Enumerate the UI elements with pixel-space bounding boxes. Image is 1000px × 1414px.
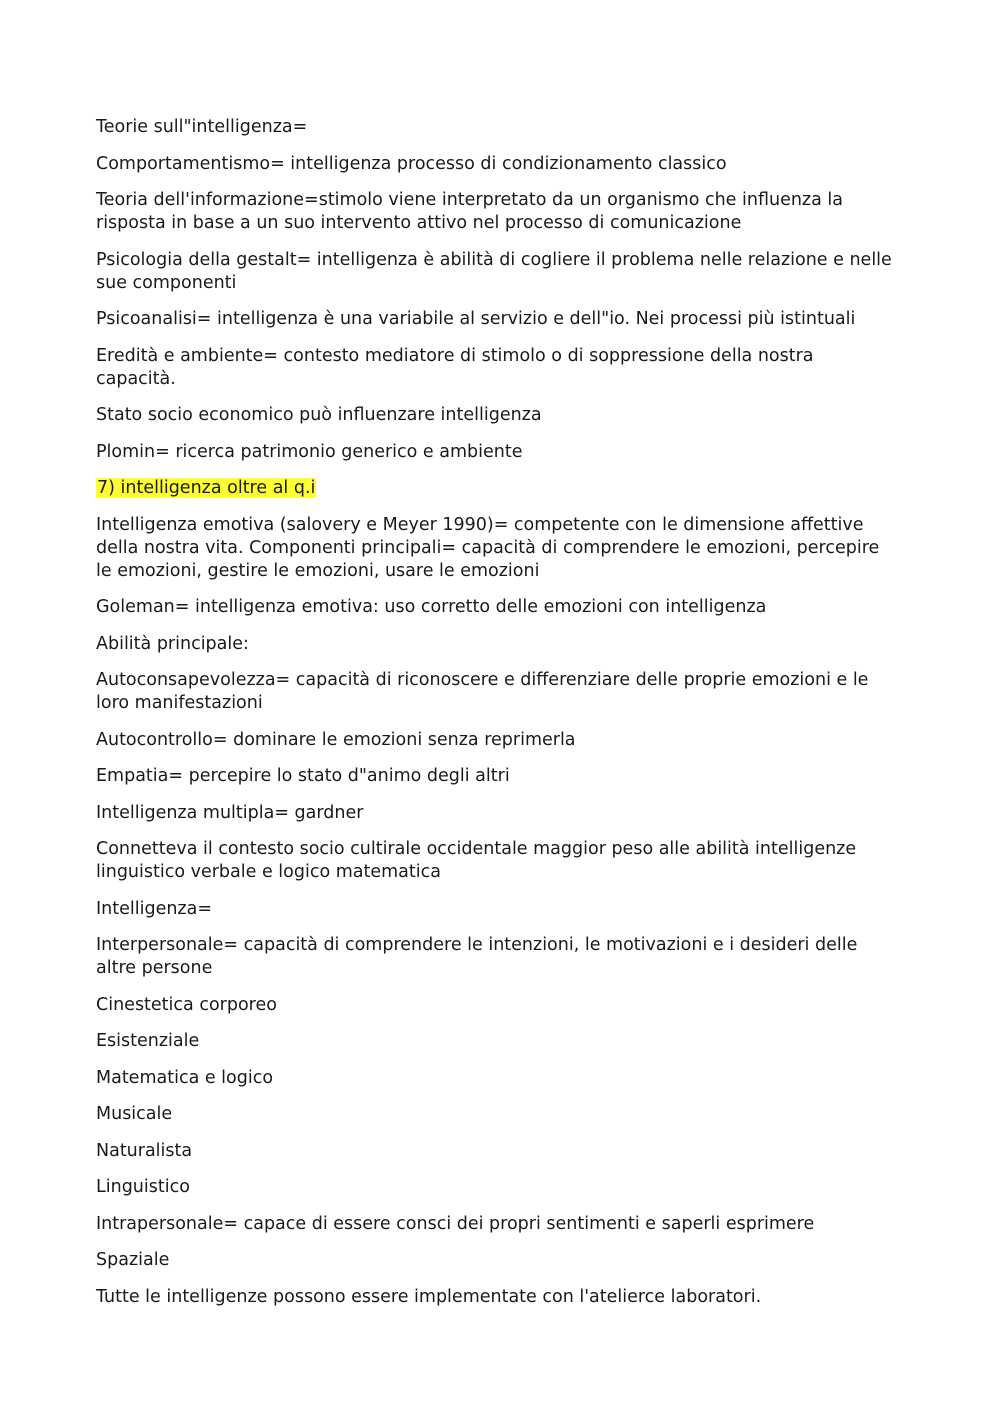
paragraph-text: Intrapersonale= capace di essere consci dei propri sentimenti e saperli esprimere [96, 1213, 815, 1234]
paragraph-text: Esistenziale [96, 1031, 200, 1051]
list-item-cinestetica [96, 994, 896, 1017]
paragraph-eredita [96, 345, 896, 391]
paragraph-comportamentismo [96, 153, 896, 176]
paragraph-text: Intelligenza multipla= gardner [96, 802, 364, 823]
paragraph-text: Musicale [96, 1104, 173, 1124]
paragraph-text: Tutte le intelligenze possono essere implementate con l'atelierce laboratori. [96, 1286, 762, 1307]
paragraph-text: Psicologia della gestalt= intelligenza è abilità di cogliere il problema nelle relazione e nelle sue componenti [96, 249, 892, 293]
paragraph-plomin [96, 441, 896, 464]
list-item-spaziale [96, 1249, 896, 1272]
paragraph-intrapersonale [96, 1213, 896, 1236]
paragraph-text: Goleman= intelligenza emotiva: uso corretto delle emozioni con intelligenza [96, 597, 767, 617]
paragraph-text: Interpersonale= capacità di comprendere le intenzioni, le motivazioni e i desideri delle altre persone [96, 935, 858, 978]
highlighted-heading-text: 7) intelligenza oltre al q.i [97, 478, 316, 498]
paragraph-intelligenza-emotiva [96, 514, 896, 583]
paragraph-empatia [96, 765, 896, 788]
paragraph-goleman [96, 596, 896, 619]
paragraph-text: Teoria dell'informazione=stimolo viene interpretato da un organismo che influenza la risposta in base a un suo intervento attivo nel processo di comunicazione [96, 190, 843, 233]
paragraph-intelligenza-multipla [96, 802, 896, 825]
paragraph-text: Matematica e logico [96, 1067, 274, 1088]
paragraph-text: Comportamentismo= intelligenza processo di condizionamento classico [96, 153, 727, 174]
paragraph-intelligenza [96, 898, 896, 921]
document-page [96, 116, 896, 1322]
paragraph-text: Psicoanalisi= intelligenza è una variabile al servizio e dell"io. Nei processi più istintuali [96, 309, 856, 329]
paragraph-text: Autoconsapevolezza= capacità di riconoscere e differenziare delle proprie emozioni e le loro manifestazioni [96, 670, 869, 713]
paragraph-autoconsapevolezza [96, 669, 896, 715]
paragraph-psicoanalisi [96, 308, 896, 331]
paragraph-text: Intelligenza= [96, 898, 213, 919]
paragraph-interpersonale [96, 934, 896, 980]
paragraph-stato-socio [96, 404, 896, 427]
paragraph-teorie [96, 116, 896, 139]
paragraph-connetteva [96, 838, 896, 884]
list-item-musicale [96, 1103, 896, 1126]
list-item-matematica [96, 1067, 896, 1090]
paragraph-text: Connetteva il contesto socio cultirale occidentale maggior peso alle abilità intelligenze linguistico verbale e logico matematica [96, 839, 857, 882]
paragraph-gestalt [96, 249, 896, 295]
paragraph-text: Plomin= ricerca patrimonio generico e ambiente [96, 441, 523, 462]
paragraph-autocontrollo [96, 729, 896, 752]
paragraph-text: Teorie sull"intelligenza= [96, 117, 308, 137]
list-item-linguistico [96, 1176, 896, 1199]
list-item-naturalista [96, 1140, 896, 1163]
paragraph-abilita [96, 633, 896, 656]
paragraph-text: Spaziale [96, 1250, 170, 1270]
paragraph-teoria-informazione [96, 189, 896, 235]
paragraph-text: Empatia= percepire lo stato d"animo degli altri [96, 766, 510, 786]
paragraph-text: Intelligenza emotiva (salovery e Meyer 1990)= competente con le dimensione affettive della nostra vita. Componenti principali= capacità di comprendere le emozioni, percepire le emozioni, gestire le emozioni, usare le emozioni [96, 514, 880, 581]
paragraph-text: Stato socio economico può influenzare intelligenza [96, 405, 542, 425]
paragraph-text: Autocontrollo= dominare le emozioni senza reprimerla [96, 729, 576, 750]
paragraph-text: Naturalista [96, 1140, 193, 1161]
paragraph-text: Abilità principale: [96, 633, 249, 654]
paragraph-conclusione [96, 1286, 896, 1309]
list-item-esistenziale [96, 1030, 896, 1053]
paragraph-text: Linguistico [96, 1177, 190, 1197]
section-heading-7 [96, 477, 896, 500]
paragraph-text: Cinestetica corporeo [96, 994, 277, 1015]
paragraph-text: Eredità e ambiente= contesto mediatore di stimolo o di soppressione della nostra capacità. [96, 345, 814, 389]
